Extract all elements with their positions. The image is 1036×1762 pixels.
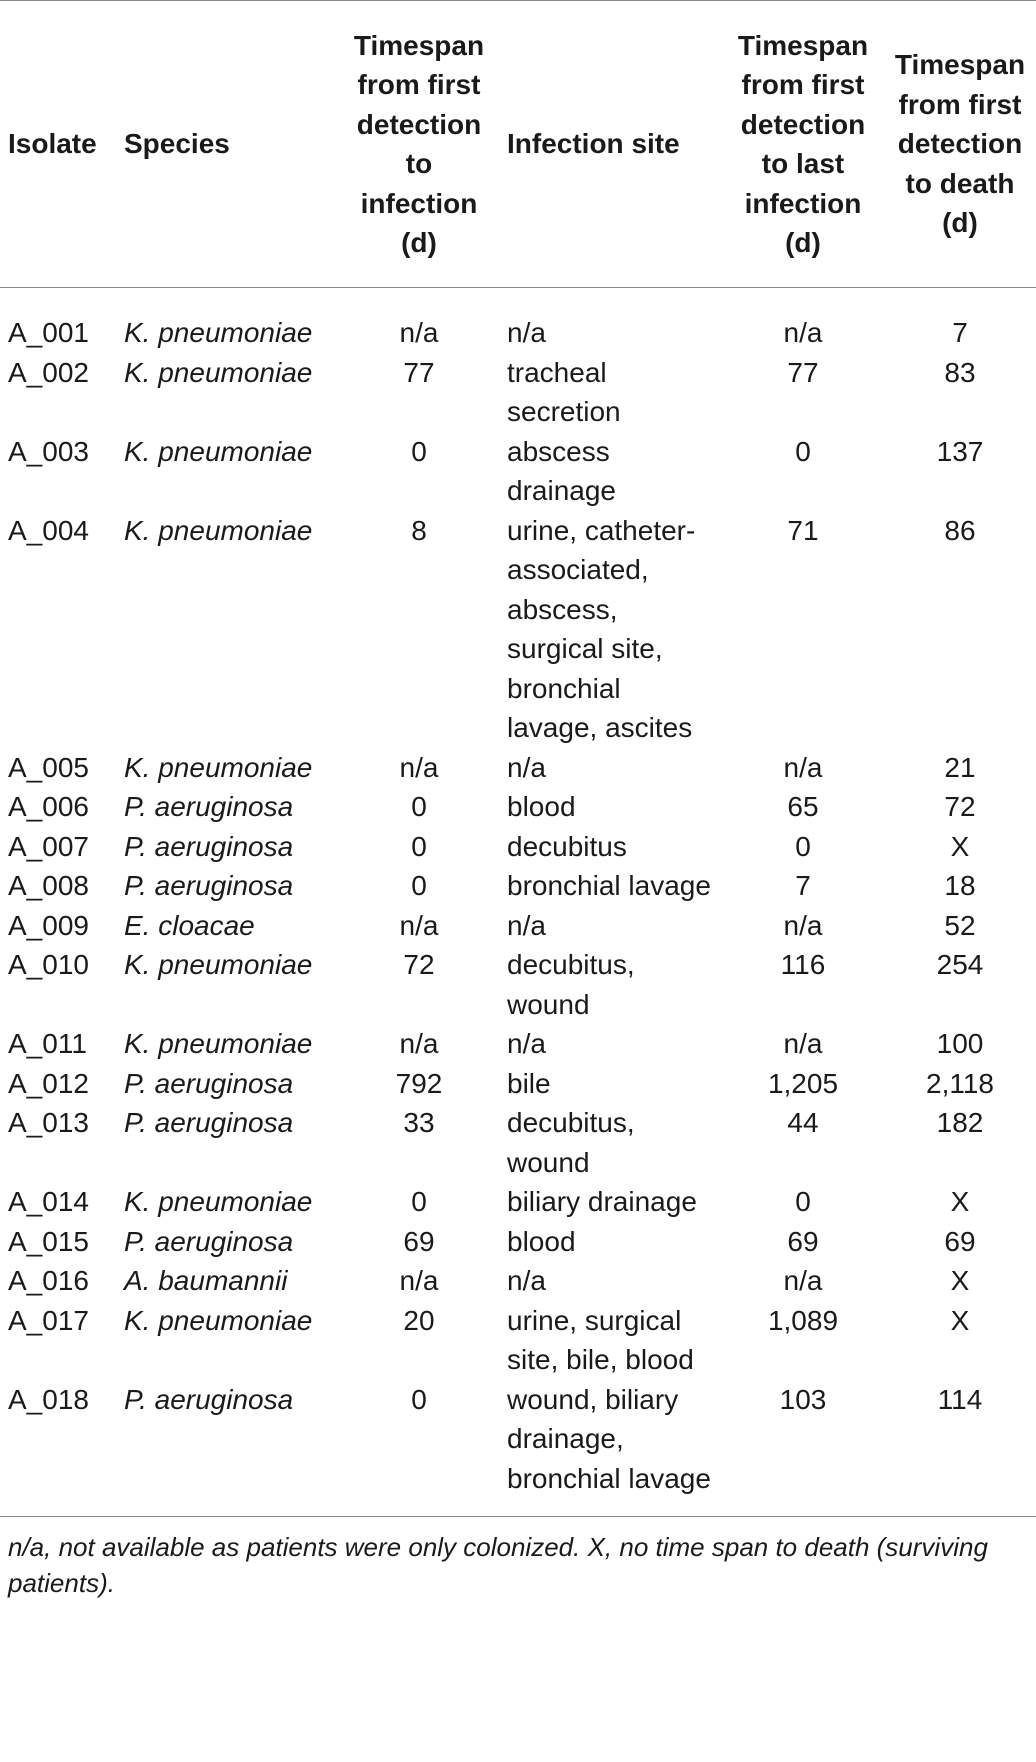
table-footer [0,1517,1036,1602]
cell-timespan-death: X [950,1304,970,1336]
cell-timespan-last-infection: n/a [783,317,823,348]
cell-isolate: A_003 [8,435,89,467]
cell-timespan-infection: 20 [403,1304,435,1336]
header-infection-site: Infection site [503,1,722,288]
header-line: to last [761,148,845,179]
cell-timespan-last-infection: 103 [779,1383,827,1415]
header-line: infection [360,187,478,219]
cell-timespan-last-infection: 44 [787,1107,819,1138]
cell-timespan-infection: 77 [403,356,435,388]
header-timespan-death [884,1,1036,288]
cell-species: K. pneumoniae [124,1028,313,1059]
cell-timespan-last-infection: 71 [787,514,819,546]
cell-isolate: A_016 [8,1265,89,1296]
cell-species: P. aeruginosa [124,1383,294,1415]
cell-timespan-last-infection: 0 [795,1186,811,1217]
cell-isolate: A_013 [8,1107,89,1138]
cell-infection-site: blood [507,791,576,822]
table-row [0,432,1036,511]
table-row [0,1380,1036,1517]
table-row [0,1064,1036,1104]
cell-infection-site: wound, biliary drainage, bronchial lavage [507,1383,711,1494]
cell-timespan-death: X [950,1186,970,1217]
cell-timespan-death: 21 [944,751,976,783]
cell-species: K. pneumoniae [124,514,313,546]
cell-timespan-last-infection: n/a [783,909,823,941]
cell-species: K. pneumoniae [124,1186,313,1217]
cell-timespan-last-infection: 1,205 [767,1067,839,1099]
cell-timespan-last-infection: 0 [795,830,811,862]
cell-isolate: A_009 [8,909,89,941]
cell-timespan-last-infection: 0 [795,435,811,467]
cell-timespan-death: 114 [937,1383,983,1415]
table-row [0,748,1036,788]
cell-timespan-infection: 0 [411,435,427,467]
cell-infection-site: urine, surgical site, bile, blood [507,1304,694,1375]
cell-infection-site: n/a [507,317,546,348]
cell-species: P. aeruginosa [124,1225,294,1257]
header-line: (d) [785,227,821,258]
cell-species: K. pneumoniae [124,356,313,388]
cell-infection-site: bronchial lavage [507,870,711,901]
cell-timespan-death: 2,118 [926,1067,994,1099]
cell-timespan-death: 137 [936,435,984,467]
cell-timespan-last-infection: n/a [783,751,823,783]
cell-isolate: A_015 [8,1225,89,1257]
table-row [0,866,1036,906]
header-row [0,1,1036,288]
cell-isolate: A_006 [8,791,89,822]
cell-timespan-last-infection: n/a [783,1265,823,1296]
cell-infection-site: bile [507,1067,551,1099]
table-row [0,1182,1036,1222]
table-row [0,1301,1036,1380]
cell-isolate: A_004 [8,514,89,546]
cell-species: A. baumannii [124,1265,288,1296]
table-row [0,1024,1036,1064]
cell-isolate: A_005 [8,751,89,783]
header-timespan-infection [335,1,503,288]
table-row [0,906,1036,946]
cell-timespan-death: 100 [936,1028,984,1059]
cell-species: K. pneumoniae [124,435,313,467]
cell-timespan-infection: n/a [399,1265,439,1296]
cell-species: P. aeruginosa [124,830,294,862]
cell-infection-site: n/a [507,1265,546,1296]
table-row [0,353,1036,432]
cell-isolate: A_001 [8,317,89,348]
header-line: detection [740,108,866,140]
cell-timespan-death: 254 [936,949,984,980]
cell-infection-site: decubitus [507,830,627,862]
cell-timespan-death: X [950,830,970,862]
cell-infection-site: decubitus, wound [507,949,635,1020]
cell-isolate: A_017 [8,1304,89,1336]
header-line: (d) [401,227,437,258]
header-line: Timespan [353,29,485,61]
cell-timespan-infection: 792 [395,1067,443,1099]
cell-isolate: A_010 [8,949,89,980]
cell-timespan-death: 69 [944,1225,976,1257]
table-row [0,787,1036,827]
cell-infection-site: n/a [507,909,546,941]
cell-timespan-last-infection: 1,089 [767,1304,839,1336]
cell-species: E. cloacae [124,909,255,941]
cell-timespan-death: 18 [944,870,976,901]
cell-species: P. aeruginosa [124,1067,294,1099]
cell-timespan-infection: 69 [403,1225,435,1257]
header-species: Species [116,1,335,288]
header-isolate: Isolate [0,1,116,288]
header-line: from first [357,69,481,100]
cell-isolate: A_018 [8,1383,89,1415]
header-line: Timespan [894,49,1026,81]
cell-infection-site: blood [507,1225,576,1257]
cell-species: P. aeruginosa [124,1107,294,1138]
header-line: detection [897,128,1023,160]
cell-timespan-last-infection: 116 [780,949,826,980]
header-timespan-last-infection [722,1,884,288]
table-row [0,511,1036,748]
cell-timespan-death: X [950,1265,970,1296]
cell-timespan-infection: 72 [403,949,435,980]
cell-species: K. pneumoniae [124,317,313,348]
header-line: to [405,148,433,179]
table-row [0,1222,1036,1262]
footnote-row [0,1517,1036,1602]
cell-timespan-infection: n/a [399,909,439,941]
cell-timespan-infection: n/a [399,751,439,783]
cell-timespan-infection: 8 [411,514,427,546]
table-row [0,1103,1036,1182]
cell-timespan-death: 83 [944,356,976,388]
cell-infection-site: tracheal secretion [507,356,621,427]
header-line: from first [741,69,865,100]
cell-timespan-last-infection: 77 [787,356,819,388]
header-line: detection [356,108,482,140]
cell-species: K. pneumoniae [124,1304,313,1336]
table-footnote: n/a, not available as patients were only colonized. X, no time span to death (surviving patients). [0,1517,1036,1602]
cell-isolate: A_008 [8,870,89,901]
cell-infection-site: n/a [507,1028,546,1059]
header-line: from first [898,88,1022,120]
cell-infection-site: abscess drainage [507,435,616,506]
cell-timespan-infection: 0 [411,1383,427,1415]
cell-timespan-death: 7 [952,317,968,348]
cell-timespan-death: 182 [936,1107,984,1138]
cell-isolate: A_014 [8,1186,89,1217]
cell-infection-site: decubitus, wound [507,1107,635,1178]
cell-timespan-last-infection: 65 [787,791,819,822]
header-line: (d) [942,207,978,239]
table-header [0,1,1036,288]
cell-timespan-last-infection: 7 [795,870,811,901]
cell-species: P. aeruginosa [124,791,294,822]
cell-species: K. pneumoniae [124,949,313,980]
cell-timespan-infection: n/a [399,317,439,348]
table-row [0,827,1036,867]
cell-timespan-death: 86 [944,514,976,546]
cell-infection-site: urine, catheter-associated, abscess, surgical site, bronchial lavage, ascites [507,514,696,743]
table-row [0,1261,1036,1301]
cell-timespan-last-infection: n/a [783,1028,823,1059]
header-line: infection [744,187,862,219]
cell-timespan-death: 72 [944,791,976,822]
cell-infection-site: n/a [507,751,546,783]
cell-timespan-infection: 0 [411,1186,427,1217]
table-row [0,288,1036,353]
cell-timespan-last-infection: 69 [787,1225,819,1257]
cell-timespan-infection: 0 [411,830,427,862]
table-row [0,945,1036,1024]
cell-isolate: A_011 [8,1028,87,1059]
header-line: Timespan [737,29,869,61]
cell-isolate: A_007 [8,830,89,862]
cell-timespan-infection: 0 [411,870,427,901]
cell-timespan-death: 52 [944,909,976,941]
cell-timespan-infection: 33 [403,1107,435,1138]
cell-infection-site: biliary drainage [507,1186,697,1217]
header-line: to death [905,167,1015,199]
cell-isolate: A_012 [8,1067,89,1099]
cell-timespan-infection: n/a [399,1028,439,1059]
cell-species: K. pneumoniae [124,751,313,783]
cell-isolate: A_002 [8,356,89,388]
table-body [0,288,1036,1517]
cell-species: P. aeruginosa [124,870,294,901]
cell-timespan-infection: 0 [411,791,427,822]
